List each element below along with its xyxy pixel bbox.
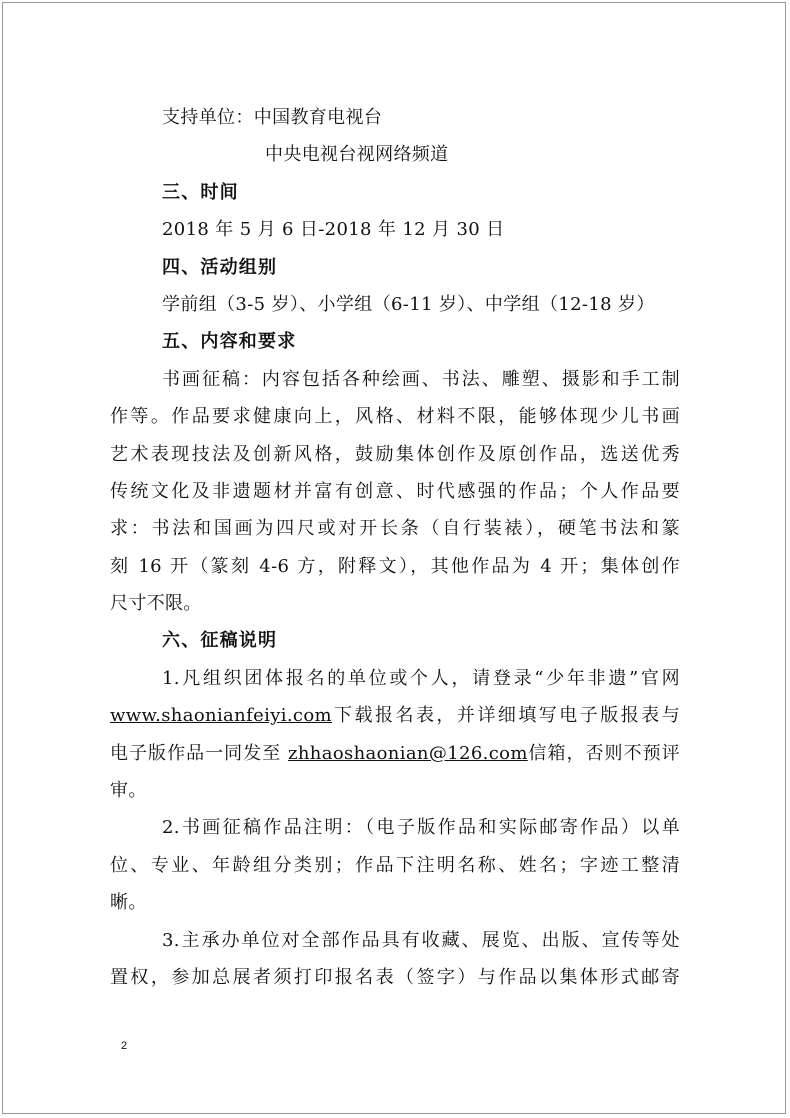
item1-line3-start: 电子版作品一同发至	[110, 742, 289, 764]
section-heading-requirements: 五、内容和要求	[162, 331, 297, 353]
item1-line2-rest: 下载报名表，并详细填写电子版报表与	[331, 705, 680, 727]
item1-line1: 1.凡组织团体报名的单位或个人，请登录“少年非遗”官网	[162, 667, 680, 689]
item3-line2: 置权，参加总展者须打印报名表（签字）与作品以集体形式邮寄	[110, 966, 680, 988]
paragraph-line: 书画征稿：内容包括各种绘画、书法、雕塑、摄影和手工制	[162, 368, 680, 390]
item1-line3	[110, 735, 680, 772]
paragraph-line: 艺术表现技法及创新风格，鼓励集体创作及原创作品，选送优秀	[110, 443, 680, 465]
page-number: 2	[121, 1040, 128, 1052]
item2-line3: 晰。	[110, 892, 147, 914]
time-range-text: 2018 年 5 月 6 日-2018 年 12 月 30 日	[162, 219, 505, 241]
groups-text: 学前组（3-5 岁）、小学组（6-11 岁）、中学组（12-18 岁）	[162, 293, 655, 315]
paragraph-line: 传统文化及非遗题材并富有创意、时代感强的作品；个人作品要	[110, 480, 680, 502]
item2-line1: 2.书画征稿作品注明：（电子版作品和实际邮寄作品）以单	[162, 817, 680, 839]
support-units-second: 中央电视台视网络频道	[265, 144, 449, 166]
paragraph-line: 刻 16 开（篆刻 4-6 方，附释文），其他作品为 4 开；集体创作	[110, 555, 680, 577]
paragraph-line: 尺寸不限。	[110, 593, 202, 615]
section-heading-time: 三、时间	[162, 181, 239, 203]
section-heading-submission: 六、征稿说明	[162, 630, 278, 652]
support-units-line: 支持单位：中国教育电视台	[162, 107, 383, 128]
email-link[interactable]: zhhaoshaonian@126.com	[288, 742, 528, 764]
item2-line2: 位、专业、年龄组分类别；作品下注明名称、姓名；字迹工整清	[110, 854, 680, 876]
document-page	[2, 2, 786, 1114]
page-content	[110, 99, 680, 996]
website-link[interactable]: www.shaonianfeiyi.com	[110, 705, 332, 727]
item3-line1: 3.主承办单位对全部作品具有收藏、展览、出版、宣传等处	[162, 929, 680, 951]
item1-line4: 审。	[110, 780, 147, 802]
item1-line3-rest: 信箱，否则不预评	[527, 742, 680, 764]
section-heading-groups: 四、活动组别	[162, 256, 278, 278]
item1-line2	[110, 697, 680, 734]
paragraph-line: 作等。作品要求健康向上，风格、材料不限，能够体现少儿书画	[110, 406, 680, 428]
paragraph-line: 求：书法和国画为四尺或对开长条（自行装裱），硬笔书法和篆	[110, 518, 680, 540]
